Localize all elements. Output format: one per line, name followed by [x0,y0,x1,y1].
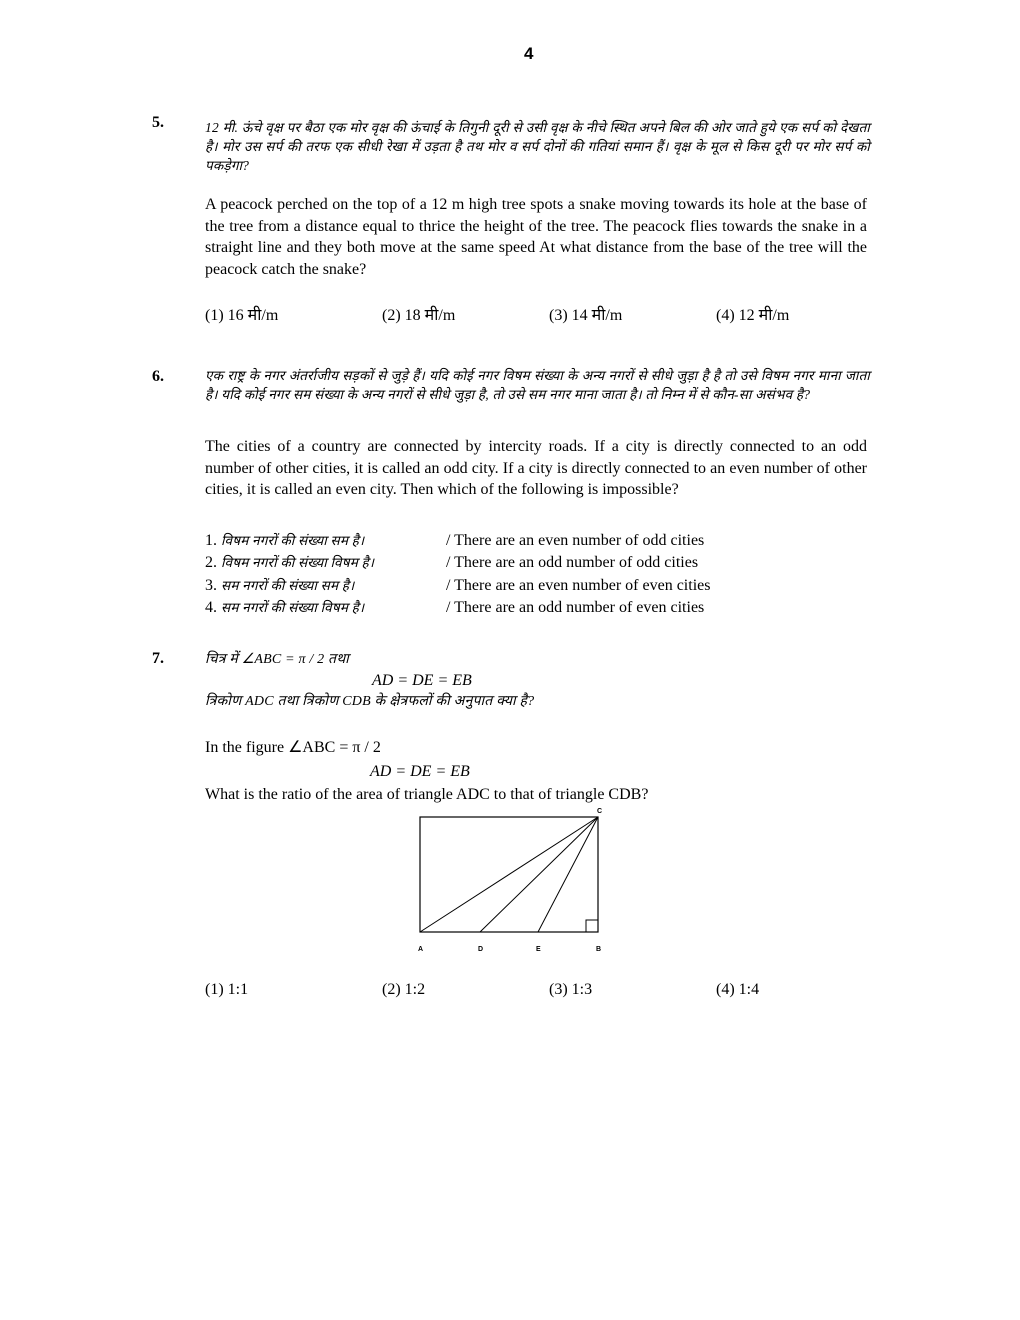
question-7-hindi-line1: चित्र में ∠ABC = π / 2 तथा [205,652,350,667]
option-hindi: विषम नगरों की संख्या सम है। [221,533,365,548]
option-hindi: सम नगरों की संख्या विषम है। [221,599,365,615]
q7-option-1[interactable]: (1) 1:1 [205,981,249,998]
option-number: 3. [205,576,217,594]
label-b: B [596,946,602,953]
option-english: / There are an odd number of odd cities [446,554,699,572]
question-6-number: 6. [152,368,164,385]
q6-option-3[interactable] [205,576,805,598]
question-7-english-line1: In the figure ∠ABC = π / 2 [205,739,381,756]
q5-option-1[interactable]: (1) 16 मी/m [205,307,279,324]
q5-option-3[interactable]: (3) 14 मी/m [549,307,623,324]
question-6-english: The cities of a country are connected by intercity roads. If a city is directly connected to an odd number of other cities, it is called an odd city. If a city is directly connected to an even number of other cities, it is called an even city. Then which of the following is impossible? [205,438,867,498]
q6-option-4[interactable] [205,598,805,620]
question-6-hindi: एक राष्ट्र के नगर अंतर्राजीय सड़कों से जुड़े हैं। यदि कोई नगर विषम संख्या के अन्य नगरों से सीधे जुड़ा है है तो उसे विषम नगर माना जाता है। यदि कोई नगर सम संख्या के अन्य नगरों से सीधे जुड़ा है, तो उसे सम नगर माना जाता है। तो निम्न में से कौन-सा असंभव है? [205,368,870,402]
option-hindi: विषम नगरों की संख्या विषम है। [221,555,375,571]
question-7-english-line2: What is the ratio of the area of triangle ADC to that of triangle CDB? [205,786,649,803]
line-ce [538,817,598,932]
question-7-hindi-equation: AD = DE = EB [372,672,472,689]
triangle-figure [400,800,630,960]
option-number: 1. [205,532,217,549]
question-5-number: 5. [152,114,164,131]
option-english: / There are an odd number of even cities [446,598,705,616]
option-english: / There are an even number of odd cities [446,532,705,549]
option-number: 4. [205,598,217,616]
option-english: / There are an even number of even cities [446,576,711,594]
line-cd [480,817,598,932]
question-7-hindi-line2: त्रिकोण ADC तथा त्रिकोण CDB के क्षेत्रफलों की अनुपात क्या है? [205,694,535,709]
q6-option-2[interactable] [205,553,805,575]
label-e: E [536,946,541,953]
q6-options-list [205,531,805,620]
label-d: D [478,946,484,953]
label-c: C [597,808,603,815]
label-a: A [418,946,424,953]
question-7-number: 7. [152,650,164,667]
option-number: 2. [205,554,217,572]
q5-option-2[interactable]: (2) 18 मी/m [382,307,456,324]
q7-option-2[interactable]: (2) 1:2 [382,981,426,998]
q6-option-1[interactable] [205,531,805,553]
line-ca [420,817,598,932]
q7-option-3[interactable]: (3) 1:3 [549,981,593,998]
page-number: 4 [524,44,534,63]
question-5-english: A peacock perched on the top of a 12 m high tree spots a snake moving towards its hole at the base of the tree from a distance equal to thrice the height of the tree. The peacock flies towards the snake in a straight line and they both move at the same speed At what distance from the base of the tree will the peacock catch the snake? [205,196,867,278]
question-5-hindi: 12 मी. ऊंचे वृक्ष पर बैठा एक मोर वृक्ष की ऊंचाई के तिगुनी दूरी से उसी वृक्ष के नीचे स्थित अपने बिल की ओर जाते हुये एक सर्प को देखता है। मोर उस सर्प की तरफ एक सीधी रेखा में उड़ता है तथ मोर व सर्प दोनों की गतियां समान हैं। वृक्ष के मूल से किस दूरी पर मोर सर्प को पकड़ेगा? [205,120,870,173]
question-7-english-equation: AD = DE = EB [370,763,470,780]
option-hindi: सम नगरों की संख्या सम है। [221,577,355,593]
q5-option-4[interactable]: (4) 12 मी/m [716,307,790,324]
q7-option-4[interactable]: (4) 1:4 [716,981,760,998]
right-angle-mark [586,920,598,932]
